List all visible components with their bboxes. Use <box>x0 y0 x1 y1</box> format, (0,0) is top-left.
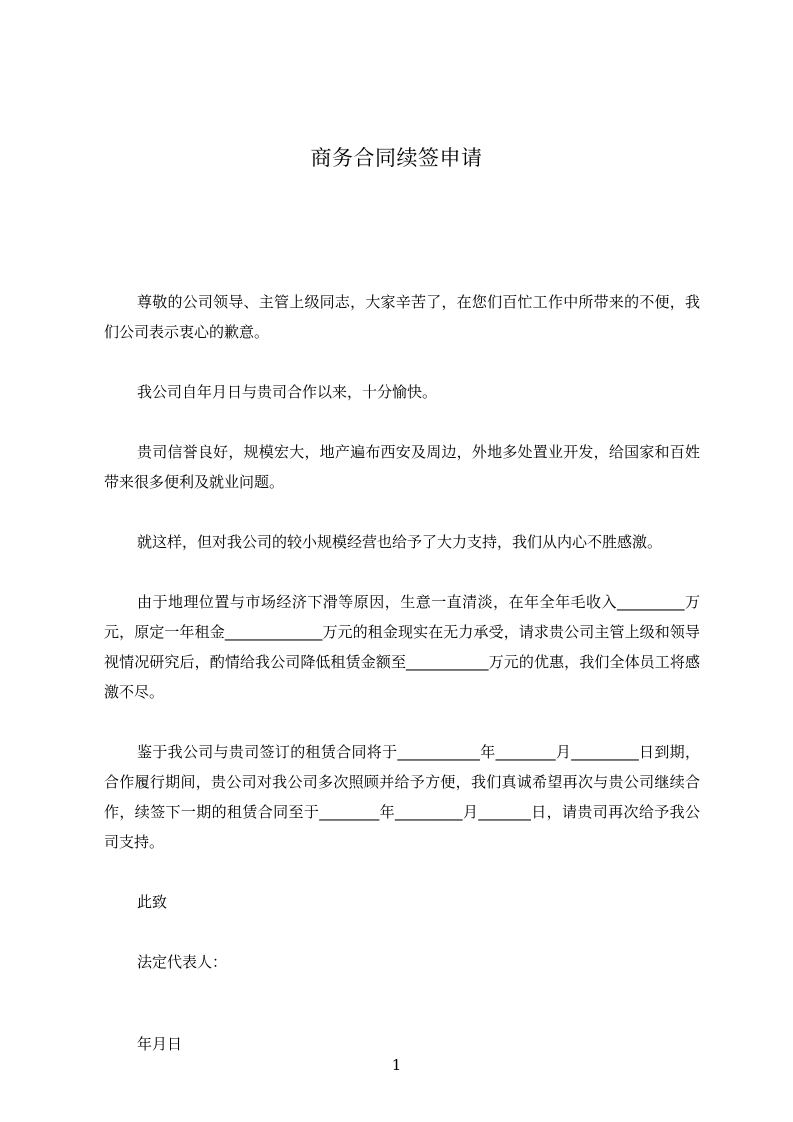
paragraph-cooperation: 我公司自年月日与贵司合作以来，十分愉快。 <box>137 383 438 401</box>
paragraph-gratitude: 就这样，但对我公司的较小规模经营也给予了大力支持，我们从内心不胜感激。 <box>137 533 663 551</box>
paragraph-greeting: 尊敬的公司领导、主管上级同志，大家辛苦了，在您们百忙工作中所带来的不便，我们公司表示衷心的歉意。 <box>104 293 700 341</box>
date-line: 年月日 <box>137 1035 183 1053</box>
signature-label: 法定代表人： <box>137 953 228 971</box>
page-number: 1 <box>391 1056 402 1074</box>
document-title: 商务合同续签申请 <box>310 146 483 170</box>
paragraph-reputation: 贵司信誉良好，规模宏大，地产遍布西安及周边，外地多处置业开发，给国家和百姓带来很多便利及就业问题。 <box>104 443 700 491</box>
closing-salutation: 此致 <box>137 893 168 911</box>
paragraph-renewal: 鉴于我公司与贵司签订的租赁合同将于___________年________月_________日到期，合作履行期间，贵公司对我公司多次照顾并给予方便，我们真诚希望再次与贵公司继续合作，续签下一期的租赁合同至于________年_________月_______日，请贵司再次给予我公司支持。 <box>104 743 700 851</box>
document-body <box>104 287 700 1059</box>
paragraph-rent-request: 由于地理位置与市场经济下滑等原因，生意一直清淡，在年全年毛收入_________万元，原定一年租金_____________万元的租金现实在无力承受，请求贵公司主管上级和领导视情况研究后，酌情给我公司降低租赁金额至___________万元的优惠，我们全体员工将感激不尽。 <box>104 593 700 701</box>
